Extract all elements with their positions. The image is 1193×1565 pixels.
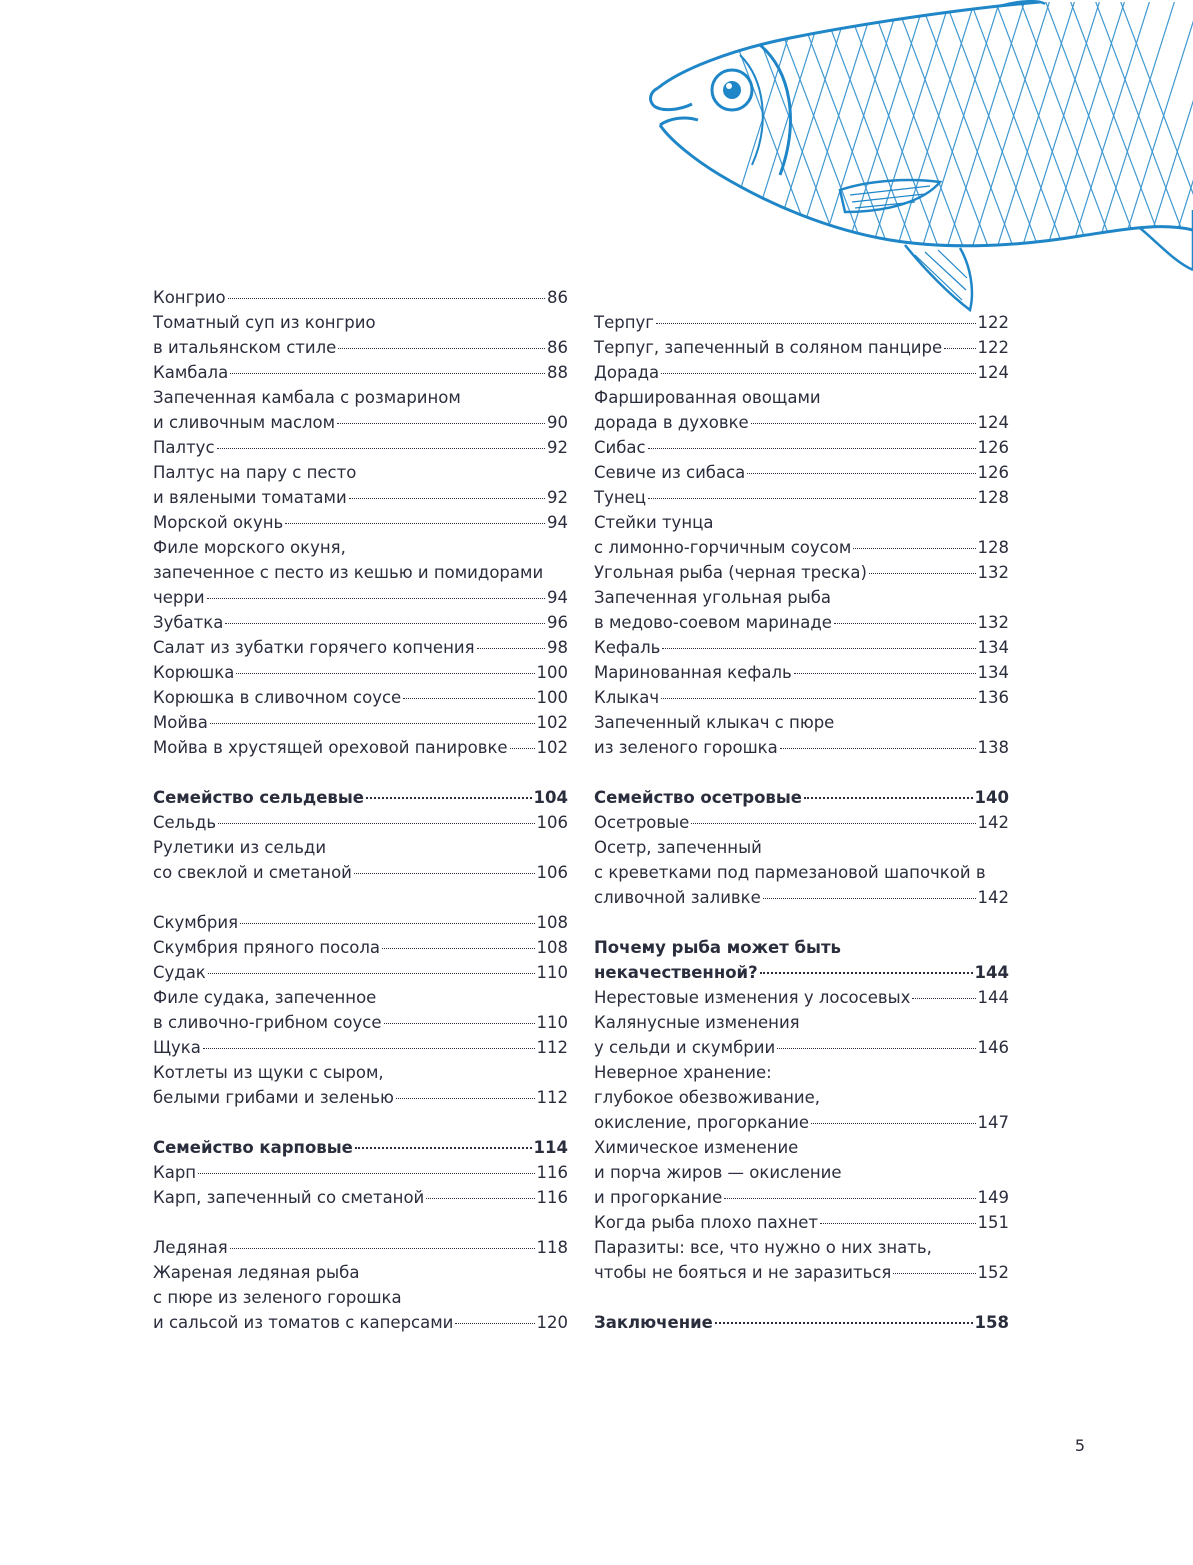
toc-entry[interactable] xyxy=(153,1235,568,1260)
toc-page-number: 112 xyxy=(536,1088,568,1107)
toc-entry[interactable] xyxy=(153,985,568,1010)
toc-dot-leader xyxy=(455,1322,534,1324)
toc-entry-title: Семейство карповые xyxy=(153,1138,353,1157)
toc-entry[interactable] xyxy=(594,685,1009,710)
toc-entry[interactable] xyxy=(594,460,1009,485)
toc-entry[interactable] xyxy=(153,1260,568,1285)
toc-page-number: 92 xyxy=(547,488,568,507)
toc-page-number: 110 xyxy=(536,963,568,982)
toc-entry-title: Сельдь xyxy=(153,813,217,832)
toc-page-number: 110 xyxy=(536,1013,568,1032)
toc-entry[interactable] xyxy=(153,910,568,935)
toc-dot-leader xyxy=(777,1047,975,1049)
toc-entry-title: Нерестовые изменения у лососевых xyxy=(594,988,911,1007)
toc-entry[interactable] xyxy=(594,485,1009,510)
toc-dot-leader xyxy=(366,796,532,799)
toc-entry[interactable] xyxy=(594,1060,1009,1085)
toc-entry-title: Фаршированная овощами xyxy=(594,388,821,407)
toc-page-number: 142 xyxy=(977,888,1009,907)
toc-entry-title: запеченное с песто из кешью и помидорами xyxy=(153,563,544,582)
toc-page-number: 128 xyxy=(977,538,1009,557)
toc-entry-title: Осетр, запеченный xyxy=(594,838,762,857)
toc-entry[interactable] xyxy=(153,435,568,460)
toc-entry-title: Томатный суп из конгрио xyxy=(153,313,376,332)
toc-entry[interactable] xyxy=(153,860,568,885)
toc-section-heading[interactable] xyxy=(153,1135,568,1160)
toc-dot-leader xyxy=(661,697,975,699)
toc-entry-title: Семейство сельдевые xyxy=(153,788,364,807)
toc-section-heading[interactable] xyxy=(594,935,1009,960)
toc-entry[interactable] xyxy=(594,435,1009,460)
toc-entry-title: Заключение xyxy=(594,1313,713,1332)
toc-page-number: 144 xyxy=(974,963,1009,982)
toc-entry-title: Филе судака, запеченное xyxy=(153,988,377,1007)
toc-entry-title: Угольная рыба (черная треска) xyxy=(594,563,867,582)
toc-entry-title: Тунец xyxy=(594,488,647,507)
toc-entry-title: и вялеными томатами xyxy=(153,488,347,507)
toc-entry[interactable] xyxy=(594,660,1009,685)
toc-column-right xyxy=(594,310,1009,1335)
toc-dot-leader xyxy=(869,572,976,574)
toc-entry-title: и сливочным маслом xyxy=(153,413,336,432)
toc-dot-leader xyxy=(230,1247,535,1249)
toc-entry[interactable] xyxy=(153,810,568,835)
toc-entry-title: Ледяная xyxy=(153,1238,228,1257)
toc-entry-title: Калянусные изменения xyxy=(594,1013,800,1032)
toc-entry-title: в сливочно-грибном соусе xyxy=(153,1013,382,1032)
toc-dot-leader xyxy=(780,747,976,749)
toc-dot-leader xyxy=(384,1022,535,1024)
toc-page-number: 134 xyxy=(977,663,1009,682)
toc-page-number: 151 xyxy=(977,1213,1009,1232)
toc-dot-leader xyxy=(210,722,535,724)
toc-entry[interactable] xyxy=(594,1010,1009,1035)
toc-entry-title: Жареная ледяная рыба xyxy=(153,1263,360,1282)
toc-page-number: 124 xyxy=(977,413,1009,432)
toc-page-number: 132 xyxy=(977,613,1009,632)
toc-page-number: 106 xyxy=(536,863,568,882)
toc-entry[interactable] xyxy=(594,985,1009,1010)
toc-entry-title: Щука xyxy=(153,1038,201,1057)
toc-entry-title: в итальянском стиле xyxy=(153,338,337,357)
toc-page-number: 116 xyxy=(536,1163,568,1182)
toc-page-number: 112 xyxy=(536,1038,568,1057)
toc-entry-title: и прогоркание xyxy=(594,1188,723,1207)
toc-dot-leader xyxy=(804,796,973,799)
toc-page-number: 100 xyxy=(536,688,568,707)
toc-page-number: 144 xyxy=(977,988,1009,1007)
toc-entry[interactable] xyxy=(153,310,568,335)
toc-entry[interactable] xyxy=(594,885,1009,910)
toc-entry-title: Почему рыба может быть xyxy=(594,938,841,957)
toc-entry-title: Морской окунь xyxy=(153,513,284,532)
toc-entry-title: Судак xyxy=(153,963,206,982)
toc-page-number: 102 xyxy=(536,738,568,757)
toc-dot-leader xyxy=(338,347,545,349)
toc-entry-title: с креветками под пармезановой шапочкой в xyxy=(594,863,986,882)
toc-entry-title: Запеченная камбала с розмарином xyxy=(153,388,461,407)
page-number: 5 xyxy=(1074,1436,1086,1455)
toc-entry[interactable] xyxy=(153,360,568,385)
toc-entry-title: Стейки тунца xyxy=(594,513,714,532)
toc-entry[interactable] xyxy=(594,1160,1009,1185)
toc-entry-title: черри xyxy=(153,588,205,607)
toc-dot-leader xyxy=(747,472,975,474)
toc-dot-leader xyxy=(236,672,534,674)
toc-entry-title: Скумбрия xyxy=(153,913,238,932)
toc-page-number: 122 xyxy=(977,313,1009,332)
toc-dot-leader xyxy=(426,1197,534,1199)
toc-dot-leader xyxy=(834,622,976,624)
toc-page-number: 118 xyxy=(536,1238,568,1257)
toc-page-number: 152 xyxy=(977,1263,1009,1282)
toc-page-number: 126 xyxy=(977,463,1009,482)
toc-entry[interactable] xyxy=(594,335,1009,360)
toc-page-number: 108 xyxy=(536,913,568,932)
toc-page-number: 94 xyxy=(547,513,568,532)
toc-dot-leader xyxy=(661,372,975,374)
toc-entry[interactable] xyxy=(594,510,1009,535)
toc-entry-title: и порча жиров — окисление xyxy=(594,1163,842,1182)
toc-page-number: 126 xyxy=(977,438,1009,457)
toc-dot-leader xyxy=(403,697,534,699)
toc-entry-title: Корюшка в сливочном соусе xyxy=(153,688,402,707)
toc-entry-title: чтобы не бояться и не заразиться xyxy=(594,1263,892,1282)
toc-page-number: 106 xyxy=(536,813,568,832)
toc-entry[interactable] xyxy=(594,1210,1009,1235)
toc-gap xyxy=(153,760,568,785)
toc-entry[interactable] xyxy=(153,685,568,710)
toc-section-heading[interactable] xyxy=(594,960,1009,985)
toc-entry-title: Терпуг, запеченный в соляном панцире xyxy=(594,338,943,357)
toc-entry-title: Химическое изменение xyxy=(594,1138,799,1157)
toc-page-number: 140 xyxy=(974,788,1009,807)
toc-dot-leader xyxy=(217,447,545,449)
toc-entry[interactable] xyxy=(153,735,568,760)
toc-entry[interactable] xyxy=(594,860,1009,885)
toc-dot-leader xyxy=(477,647,545,649)
toc-gap xyxy=(594,910,1009,935)
toc-dot-leader xyxy=(218,822,534,824)
toc-dot-leader xyxy=(763,897,976,899)
toc-page-number: 100 xyxy=(536,663,568,682)
toc-dot-leader xyxy=(751,422,976,424)
toc-entry-title: Клыкач xyxy=(594,688,660,707)
toc-dot-leader xyxy=(285,522,545,524)
toc-dot-leader xyxy=(225,622,545,624)
toc-page-number: 108 xyxy=(536,938,568,957)
toc-entry[interactable] xyxy=(153,710,568,735)
toc-page-number: 94 xyxy=(547,588,568,607)
toc-entry-title: Рулетики из сельди xyxy=(153,838,327,857)
toc-entry-title: Котлеты из щуки с сыром, xyxy=(153,1063,384,1082)
toc-page-number: 138 xyxy=(977,738,1009,757)
toc-entry-title: Терпуг xyxy=(594,313,654,332)
toc-page-number: 146 xyxy=(977,1038,1009,1057)
toc-entry[interactable] xyxy=(153,635,568,660)
toc-gap xyxy=(153,1210,568,1235)
toc-entry-title: Карп, запеченный со сметаной xyxy=(153,1188,425,1207)
toc-entry-title: Неверное хранение: xyxy=(594,1063,772,1082)
toc-entry[interactable] xyxy=(153,1060,568,1085)
toc-entry-title: дорада в духовке xyxy=(594,413,749,432)
toc-page-number: 86 xyxy=(547,288,568,307)
toc-entry-title: Мойва в хрустящей ореховой панировке xyxy=(153,738,508,757)
toc-page-number: 96 xyxy=(547,613,568,632)
toc-entry[interactable] xyxy=(594,1035,1009,1060)
toc-page-number: 134 xyxy=(977,638,1009,657)
toc-page-number: 104 xyxy=(533,788,568,807)
fish-illustration xyxy=(640,0,1193,318)
toc-entry[interactable] xyxy=(594,410,1009,435)
toc-entry[interactable] xyxy=(594,1260,1009,1285)
toc-entry-title: Кефаль xyxy=(594,638,661,657)
toc-entry-title: Мойва xyxy=(153,713,208,732)
toc-entry-title: Салат из зубатки горячего копчения xyxy=(153,638,475,657)
toc-dot-leader xyxy=(944,347,975,349)
toc-entry[interactable] xyxy=(594,635,1009,660)
toc-entry-title: у сельди и скумбрии xyxy=(594,1038,776,1057)
toc-entry[interactable] xyxy=(153,335,568,360)
toc-entry[interactable] xyxy=(153,1035,568,1060)
toc-dot-leader xyxy=(648,497,975,499)
toc-dot-leader xyxy=(207,597,545,599)
toc-dot-leader xyxy=(715,1321,973,1324)
toc-entry-title: Карп xyxy=(153,1163,197,1182)
toc-entry[interactable] xyxy=(153,935,568,960)
toc-entry-title: Паразиты: все, что нужно о них знать, xyxy=(594,1238,932,1257)
toc-dot-leader xyxy=(794,672,976,674)
toc-entry[interactable] xyxy=(153,410,568,435)
toc-entry-title: Запеченный клыкач с пюре xyxy=(594,713,835,732)
toc-entry[interactable] xyxy=(153,835,568,860)
toc-entry[interactable] xyxy=(594,1235,1009,1260)
toc-entry[interactable] xyxy=(594,585,1009,610)
toc-entry[interactable] xyxy=(594,610,1009,635)
toc-page-number: 142 xyxy=(977,813,1009,832)
toc-entry[interactable] xyxy=(153,1085,568,1110)
toc-entry[interactable] xyxy=(153,510,568,535)
toc-entry[interactable] xyxy=(594,560,1009,585)
toc-page-number: 90 xyxy=(547,413,568,432)
toc-entry-title: Филе морского окуня, xyxy=(153,538,346,557)
toc-dot-leader xyxy=(760,971,973,974)
toc-entry-title: глубокое обезвоживание, xyxy=(594,1088,821,1107)
toc-entry-title: Осетровые xyxy=(594,813,690,832)
toc-entry-title: Запеченная угольная рыба xyxy=(594,588,832,607)
toc-entry-title: Севиче из сибаса xyxy=(594,463,746,482)
toc-entry-title: Семейство осетровые xyxy=(594,788,802,807)
toc-dot-leader xyxy=(724,1197,975,1199)
toc-entry-title: Камбала xyxy=(153,363,229,382)
toc-dot-leader xyxy=(648,447,976,449)
toc-entry-title: Сибас xyxy=(594,438,646,457)
toc-section-heading[interactable] xyxy=(594,1310,1009,1335)
toc-entry-title: белыми грибами и зеленью xyxy=(153,1088,394,1107)
toc-page-number: 132 xyxy=(977,563,1009,582)
toc-entry[interactable] xyxy=(153,660,568,685)
toc-dot-leader xyxy=(820,1222,975,1224)
toc-entry-title: из зеленого горошка xyxy=(594,738,778,757)
toc-entry-title: Корюшка xyxy=(153,663,235,682)
toc-entry-title: со свеклой и сметаной xyxy=(153,863,352,882)
toc-dot-leader xyxy=(396,1097,535,1099)
toc-page-number: 128 xyxy=(977,488,1009,507)
toc-entry-title: окисление, прогоркание xyxy=(594,1113,810,1132)
toc-entry[interactable] xyxy=(594,385,1009,410)
toc-dot-leader xyxy=(811,1122,975,1124)
toc-dot-leader xyxy=(355,1146,532,1149)
toc-gap xyxy=(594,1285,1009,1310)
toc-page-number: 98 xyxy=(547,638,568,657)
toc-dot-leader xyxy=(208,972,535,974)
toc-page-number: 147 xyxy=(977,1113,1009,1132)
toc-page-number: 86 xyxy=(547,338,568,357)
toc-entry-title: Конгрио xyxy=(153,288,226,307)
toc-entry[interactable] xyxy=(594,360,1009,385)
toc-gap xyxy=(594,760,1009,785)
toc-dot-leader xyxy=(203,1047,535,1049)
toc-entry[interactable] xyxy=(153,1160,568,1185)
toc-page-number: 120 xyxy=(536,1313,568,1332)
toc-entry[interactable] xyxy=(153,1310,568,1335)
toc-entry[interactable] xyxy=(594,735,1009,760)
toc-section-heading[interactable] xyxy=(153,785,568,810)
toc-page-number: 102 xyxy=(536,713,568,732)
toc-entry-title: Дорада xyxy=(594,363,660,382)
toc-entry[interactable] xyxy=(594,1110,1009,1135)
toc-dot-leader xyxy=(198,1172,534,1174)
toc-page-number: 124 xyxy=(977,363,1009,382)
toc-dot-leader xyxy=(662,647,975,649)
toc-entry-title: с лимонно-горчичным соусом xyxy=(594,538,852,557)
toc-entry[interactable] xyxy=(153,535,568,560)
toc-dot-leader xyxy=(354,872,535,874)
toc-gap xyxy=(153,885,568,910)
toc-page-number: 158 xyxy=(974,1313,1009,1332)
toc-entry-title: Маринованная кефаль xyxy=(594,663,792,682)
toc-entry[interactable] xyxy=(594,835,1009,860)
toc-section-heading[interactable] xyxy=(594,785,1009,810)
toc-dot-leader xyxy=(337,422,545,424)
toc-page-number: 122 xyxy=(977,338,1009,357)
toc-entry-title: Когда рыба плохо пахнет xyxy=(594,1213,819,1232)
toc-dot-leader xyxy=(912,997,975,999)
toc-entry[interactable] xyxy=(594,810,1009,835)
toc-entry[interactable] xyxy=(594,1085,1009,1110)
toc-dot-leader xyxy=(893,1272,975,1274)
toc-dot-leader xyxy=(382,947,534,949)
toc-entry[interactable] xyxy=(153,1185,568,1210)
toc-entry[interactable] xyxy=(153,585,568,610)
toc-entry[interactable] xyxy=(594,310,1009,335)
toc-entry-title: Палтус на пару с песто xyxy=(153,463,357,482)
toc-dot-leader xyxy=(656,322,976,324)
toc-dot-leader xyxy=(691,822,975,824)
toc-dot-leader xyxy=(240,922,535,924)
toc-page-number: 149 xyxy=(977,1188,1009,1207)
toc-entry[interactable] xyxy=(153,485,568,510)
toc-entry-title: в медово-соевом маринаде xyxy=(594,613,832,632)
toc-entry-title: Зубатка xyxy=(153,613,224,632)
toc-entry-title: некачественной? xyxy=(594,963,758,982)
toc-entry[interactable] xyxy=(594,1135,1009,1160)
toc-entry[interactable] xyxy=(153,1010,568,1035)
toc-dot-leader xyxy=(349,497,545,499)
toc-entry-title: сливочной заливке xyxy=(594,888,761,907)
toc-page-number: 88 xyxy=(547,363,568,382)
toc-dot-leader xyxy=(510,747,535,749)
toc-entry-title: Скумбрия пряного посола xyxy=(153,938,381,957)
toc-page-number: 116 xyxy=(536,1188,568,1207)
toc-entry[interactable] xyxy=(153,285,568,310)
toc-gap xyxy=(153,1110,568,1135)
toc-entry[interactable] xyxy=(153,960,568,985)
toc-entry-title: с пюре из зеленого горошка xyxy=(153,1288,402,1307)
toc-entry[interactable] xyxy=(594,1185,1009,1210)
toc-entry[interactable] xyxy=(153,385,568,410)
toc-entry[interactable] xyxy=(153,560,568,585)
toc-entry-title: и сальсой из томатов с каперсами xyxy=(153,1313,454,1332)
toc-column-left xyxy=(153,285,568,1335)
toc-page-number: 114 xyxy=(533,1138,568,1157)
toc-entry[interactable] xyxy=(153,1285,568,1310)
toc-entry[interactable] xyxy=(153,460,568,485)
toc-dot-leader xyxy=(230,372,545,374)
toc-entry[interactable] xyxy=(594,535,1009,560)
toc-entry-title: Палтус xyxy=(153,438,215,457)
toc-page-number: 136 xyxy=(977,688,1009,707)
toc-dot-leader xyxy=(853,547,975,549)
toc-entry[interactable] xyxy=(594,710,1009,735)
toc-page-number: 92 xyxy=(547,438,568,457)
toc-dot-leader xyxy=(228,297,545,299)
toc-entry[interactable] xyxy=(153,610,568,635)
